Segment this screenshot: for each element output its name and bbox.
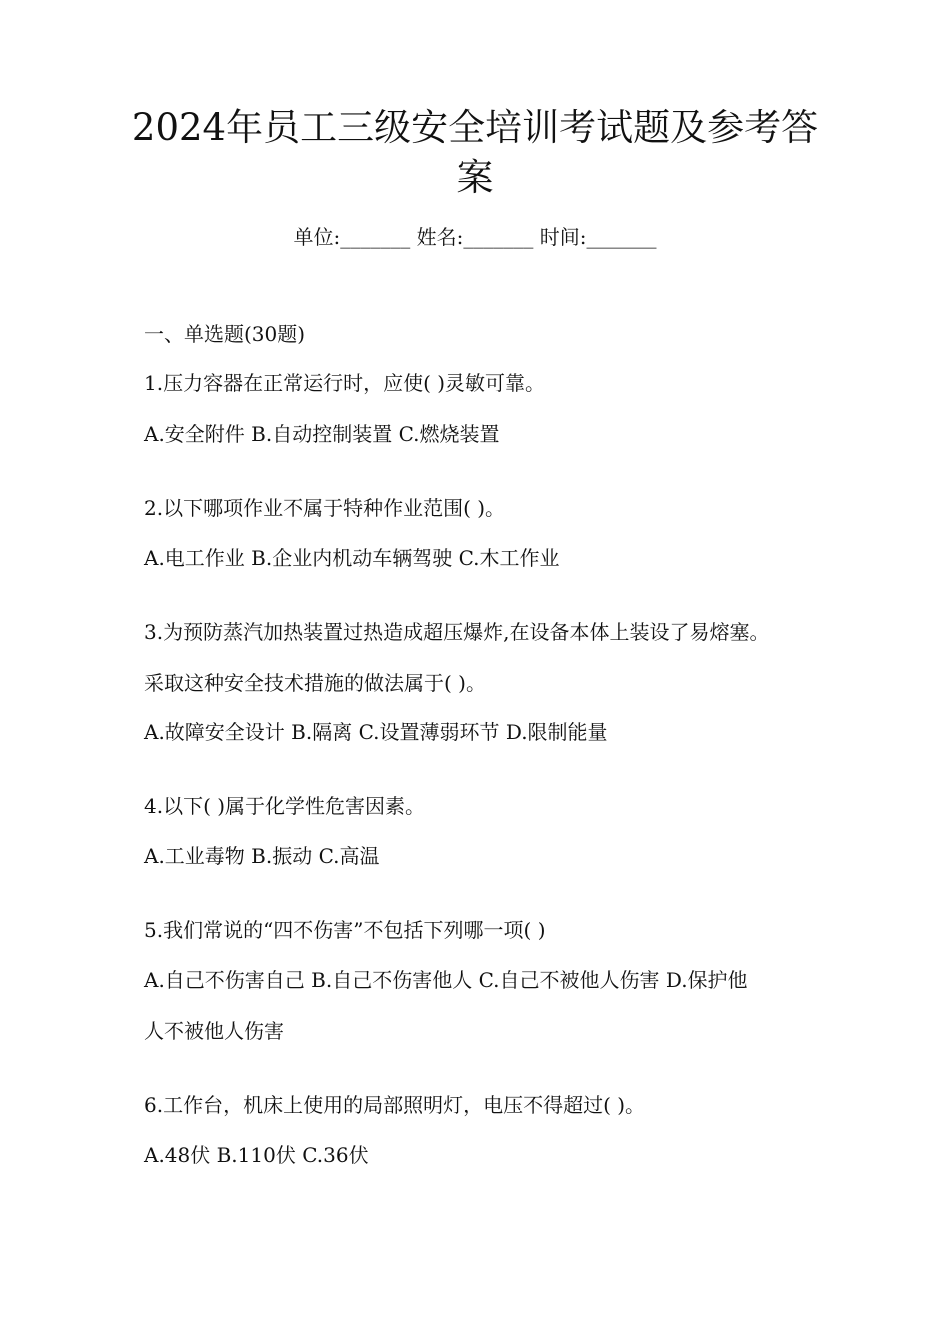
question-2-stem: 2.以下哪项作业不属于特种作业范围( )。 [144, 496, 506, 520]
question-3-stem-line-1: 3.为预防蒸汽加热装置过热造成超压爆炸,在设备本体上装设了易熔塞。 [144, 620, 770, 644]
question-4-stem: 4.以下( )属于化学性危害因素。 [144, 794, 426, 818]
question-4-options: A.工业毒物 B.振动 C.高温 [144, 844, 380, 868]
question-1-stem: 1.压力容器在正常运行时，应使( )灵敏可靠。 [144, 371, 546, 395]
section-heading: 一、单选题(30题) [144, 322, 306, 346]
question-3-options: A.故障安全设计 B.隔离 C.设置薄弱环节 D.限制能量 [144, 720, 608, 744]
time-field: 时间:_______ [539, 225, 657, 249]
document-title-line-2: 案 [456, 156, 494, 199]
question-5-options-line-1: A.自己不伤害自己 B.自己不伤害他人 C.自己不被他人伤害 D.保护他 [144, 968, 748, 992]
question-3-stem-line-2: 采取这种安全技术措施的做法属于( )。 [144, 671, 486, 695]
question-5-options-line-2: 人不被他人伤害 [144, 1019, 284, 1043]
unit-field: 单位:_______ [293, 225, 411, 249]
question-2-options: A.电工作业 B.企业内机动车辆驾驶 C.木工作业 [144, 546, 560, 570]
question-6-stem: 6.工作台，机床上使用的局部照明灯，电压不得超过( )。 [144, 1093, 646, 1117]
name-field: 姓名:_______ [416, 225, 534, 249]
exam-header-fields [100, 224, 850, 250]
question-6-options: A.48伏 B.110伏 C.36伏 [144, 1143, 369, 1167]
question-5-stem: 5.我们常说的“四不伤害”不包括下列哪一项( ) [144, 918, 546, 942]
question-1-options: A.安全附件 B.自动控制装置 C.燃烧装置 [144, 422, 500, 446]
document-title-line-1: 2024年员工三级安全培训考试题及参考答 [131, 106, 819, 149]
